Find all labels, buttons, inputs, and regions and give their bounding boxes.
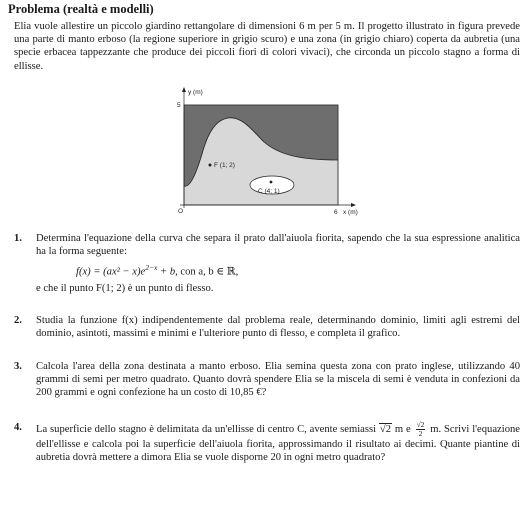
question-4-text-a: La superficie dello stagno è delimitata da un'ellisse di centro C, avente semiassi: [36, 423, 379, 435]
y-tick-label: 5: [177, 102, 181, 109]
question-2-text: Studia la funzione f(x) indipendentemente dal problema reale, determinando dominio, limiti agli estremi del dominio, asintoti, massimi e minimi e l'ulteriore punto di flesso, e completa il grafico.: [36, 315, 520, 340]
question-3-text: Calcola l'area della zona destinata a manto erboso. Elia semina questa zona con prato inglese, utilizzando 40 grammi di semi per metro quadrato. Quanto dovrà spendere Elia se la miscela di semi è venduta in confezioni da 200 grammi e ogni confezione ha un costo di 10,85 €?: [36, 361, 520, 399]
function-formula: [76, 261, 520, 279]
question-1-number: 1.: [14, 233, 22, 244]
question-1-text: Determina l'equazione della curva che separa il prato dall'aiuola fiorita, sapendo che la sua espressione analitica ha la forma seguente:: [36, 233, 520, 258]
formula-exponent: 2−x: [145, 263, 158, 273]
question-1-after: e che il punto F(1; 2) è un punto di flesso.: [36, 283, 214, 295]
x-tick-label: 6: [334, 209, 338, 216]
x-axis-arrow: [351, 203, 356, 207]
formula-rhs: + b,: [157, 266, 178, 278]
x-axis-label: x (m): [343, 209, 358, 216]
question-4-text-b: m e: [392, 423, 411, 435]
formula-condition: con a, b ∈ ℝ,: [177, 266, 239, 278]
question-4-number: 4.: [14, 422, 22, 433]
point-f-marker: [209, 164, 212, 167]
semiaxis-fraction: [416, 421, 426, 438]
fraction-numerator: √2: [416, 420, 425, 429]
formula-lhs: f(x) = (ax² − x)e: [76, 266, 146, 278]
fraction-denominator: 2: [418, 429, 423, 438]
y-axis-label: y (m): [188, 89, 203, 96]
question-3: [14, 360, 520, 400]
semiaxis-sqrt: √2: [379, 423, 392, 435]
point-c-label: C (4; 1): [258, 188, 280, 195]
point-f-label: F (1; 2): [214, 162, 235, 169]
question-1: [14, 232, 520, 295]
question-4: [14, 421, 520, 464]
garden-figure: [160, 84, 368, 220]
question-2: [14, 314, 520, 340]
point-c-marker: [270, 181, 273, 184]
problem-title: Problema (realtà e modelli): [8, 2, 154, 16]
problem-intro: Elia vuole allestire un piccolo giardino rettangolare di dimensioni 6 m per 5 m. Il progetto illustrato in figura prevede una parte di manto erboso (la regione superiore in grigio scuro) e una zona (in grigio chiaro) coperta da aubretia (una specie erbacea tappezzante che produce dei piccoli fiori di colori vivaci), che circonda un piccolo stagno a forma di ellisse.: [14, 21, 520, 72]
question-3-number: 3.: [14, 361, 22, 372]
garden-diagram: [160, 84, 368, 220]
question-4-text: [36, 421, 520, 464]
question-2-number: 2.: [14, 315, 22, 326]
question-4-text-c: m. Scrivi l'equazione dell'ellisse e calcola poi la superficie dell'aiuola fiorita, approssimando il risultato ai decimi. Quante piantine di aubretia dovrà mettere a dimora Elia se vuole disporne 20 in ogni metro quadrato?: [36, 423, 520, 464]
y-axis-arrow: [182, 87, 186, 92]
origin-label: O: [178, 208, 184, 215]
